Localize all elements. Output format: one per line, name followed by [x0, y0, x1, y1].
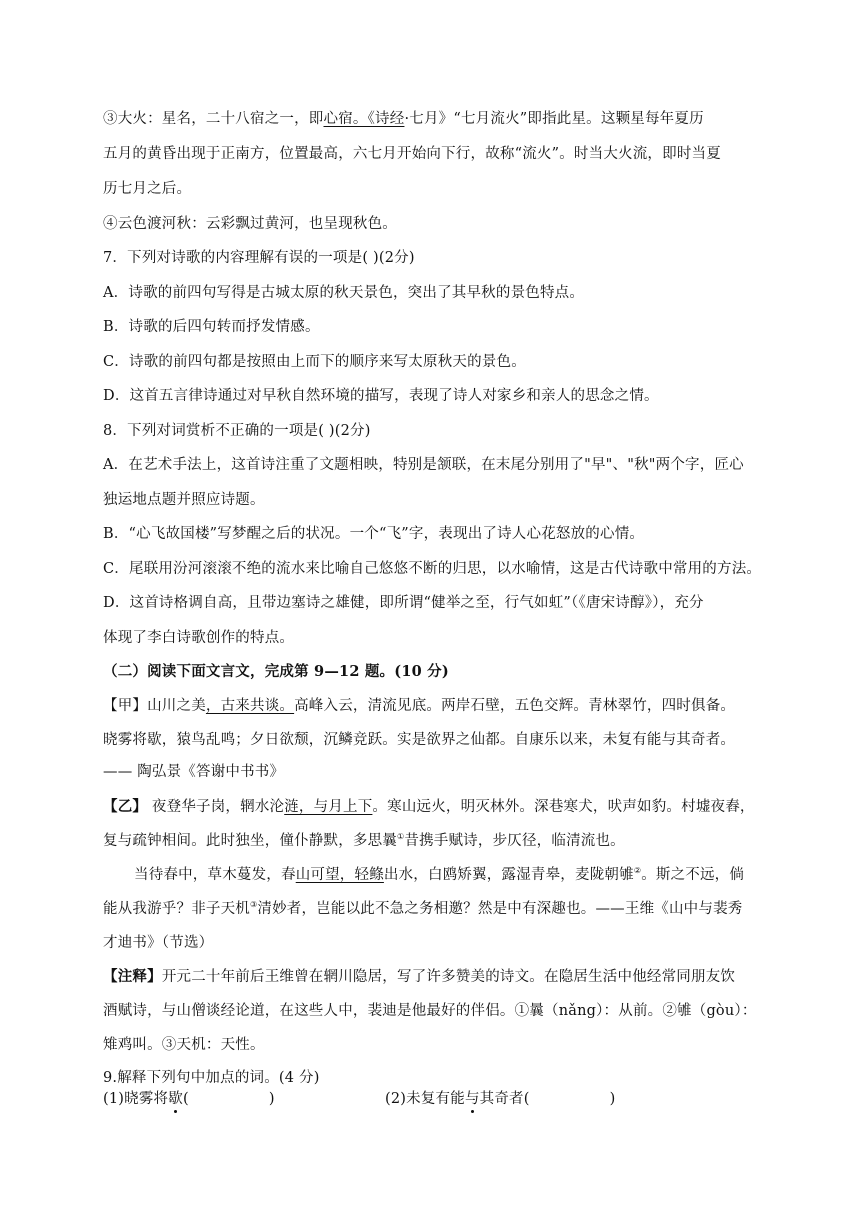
- dotted-word: 歇: [168, 1091, 183, 1107]
- annotation-line-1: [103, 967, 765, 987]
- question-8-option-d-line-2: 体现了李白诗歌创作的特点。: [103, 630, 295, 646]
- note-3-line-3: 历七月之后。: [103, 181, 192, 197]
- passage-yi-para-2-line-2: [103, 899, 765, 919]
- question-7-option-d: D．这首五言律诗通过对早秋自然环境的描写，表现了诗人对家乡和亲人的思念之情。: [103, 388, 659, 404]
- text-segment: 。寒山远火，明灭林外。深巷寒犬，吠声如豹。村墟夜舂，: [372, 799, 755, 815]
- text-segment: 能从我游乎？非子天机: [103, 901, 250, 917]
- section-2-heading: （二）阅读下面文言文，完成第 9—12 题。(10 分): [103, 663, 449, 680]
- passage-jia-source: —— 陶弘景《答谢中书书》: [103, 764, 285, 780]
- text-segment: 出水，白鸥矫翼，露湿青皋，麦陇朝雊: [383, 867, 634, 883]
- text-segment: ·七月》“七月流火”即指此星。这颗星每年夏历: [404, 111, 704, 127]
- passage-yi-para-2-line-1: [134, 865, 796, 885]
- text-segment: (2)未复有能: [385, 1091, 465, 1107]
- footnote-marker: ③: [250, 900, 258, 910]
- question-7-option-a: A．诗歌的前四句写得是古城太原的秋天景色，突出了其早秋的景色特点。: [103, 285, 585, 301]
- question-7-option-b: B．诗歌的后四句转而抒发情感。: [103, 319, 320, 335]
- text-segment: 【甲】山川之美: [103, 698, 206, 714]
- question-8-option-a-line-2: 独运地点题并照应诗题。: [103, 492, 265, 508]
- question-8-option-d-line-1: D．这首诗格调自高，且带边塞诗之雄健，即所谓“健举之至，行气如虹”（《唐宋诗醇》），充分: [103, 595, 704, 611]
- annotation-label: 【注释】: [103, 968, 162, 985]
- passage-yi-para-2-line-3: 才迪书》（节选）: [103, 935, 214, 951]
- question-8-option-b: B．“心飞故国楼”写梦醒之后的状况。一个“飞”字，表现出了诗人心花怒放的心情。: [103, 526, 645, 542]
- question-8-option-a-line-1: A．在艺术手法上，这首诗注重了文题相映，特别是颔联，在末尾分别用了"早"、"秋"两个字，匠心: [103, 457, 744, 473]
- dotted-word: 与: [464, 1091, 480, 1107]
- text-segment: ): [268, 1091, 275, 1107]
- text-segment: 当待春中，草木蔓发，春: [134, 867, 296, 883]
- text-segment: (1)晓雾将: [103, 1091, 169, 1107]
- text-segment: 高峰入云，清流见底。两岸石壁，五色交辉。青林翠竹，四时俱备。: [294, 698, 736, 714]
- text-segment: ③大火：星名，二十八宿之一，即: [103, 111, 324, 127]
- passage-label: 【乙】: [103, 798, 148, 815]
- text-segment: 夜登华子岗，辋水沦: [147, 799, 285, 815]
- text-segment: ): [609, 1091, 616, 1107]
- underlined-text: 涟，与月上下: [284, 799, 373, 815]
- question-9-stem: 9.解释下列句中加点的词。(4 分): [103, 1070, 320, 1086]
- text-segment: 其奇者(: [479, 1091, 530, 1107]
- text-segment: 开元二十年前后王维曾在辋川隐居，写了许多赞美的诗文。在隐居生活中他经常同朋友饮: [161, 969, 736, 985]
- question-7-stem: 7．下列对诗歌的内容理解有误的一项是( )(2分): [103, 250, 415, 266]
- passage-yi-line-1: [103, 797, 765, 817]
- footnote-marker: ①: [397, 832, 405, 842]
- passage-yi-line-2: [103, 831, 765, 851]
- question-8-stem: 8．下列对词赏析不正确的一项是( )(2分): [103, 423, 371, 439]
- question-9-item-2: [385, 1089, 765, 1109]
- underlined-text: ，古来共谈。: [205, 698, 295, 714]
- note-4: ④云色渡河秋：云彩飘过黄河，也呈现秋色。: [103, 216, 397, 232]
- annotation-line-2: 酒赋诗，与山僧谈经论道，在这些人中，裴迪是他最好的伴侣。①曩（nǎng）：从前。②雊（gòu）：: [103, 1003, 757, 1019]
- underlined-text: 心宿。《诗经: [323, 111, 405, 127]
- question-7-option-c: C．诗歌的前四句都是按照由上而下的顺序来写太原秋天的景色。: [103, 354, 526, 370]
- text-segment: 复与疏钟相间。此时独坐，僮仆静默，多思曩: [103, 833, 397, 849]
- passage-jia-line-1: [103, 696, 765, 716]
- question-8-option-c: C．尾联用汾河滚滚不绝的流水来比喻自己悠悠不断的归思，以水喻情，这是古代诗歌中常用的方法。: [103, 561, 762, 577]
- annotation-line-3: 雉鸡叫。③天机：天性。: [103, 1037, 265, 1053]
- text-segment: 清妙者，岂能以此不急之务相邀？然是中有深趣也。——王维《山中与裴秀: [257, 901, 743, 917]
- text-segment: 。斯之不远，倘: [641, 867, 745, 883]
- underlined-text: 山可望，轻鲦: [295, 867, 384, 883]
- text-segment: (: [182, 1091, 189, 1107]
- note-3-line-2: 五月的黄昏出现于正南方，位置最高，六七月开始向下行，故称“流火”。时当大火流，即时当夏: [103, 146, 721, 162]
- footnote-marker: ②: [633, 866, 642, 876]
- passage-jia-line-2: 晓雾将歇，猿鸟乱鸣；夕日欲颓，沉鳞竞跃。实是欲界之仙都。自康乐以来，未复有能与其奇者。: [103, 732, 736, 748]
- note-3-line-1: [103, 109, 765, 129]
- text-segment: 昔携手赋诗，步仄径，临清流也。: [404, 833, 625, 849]
